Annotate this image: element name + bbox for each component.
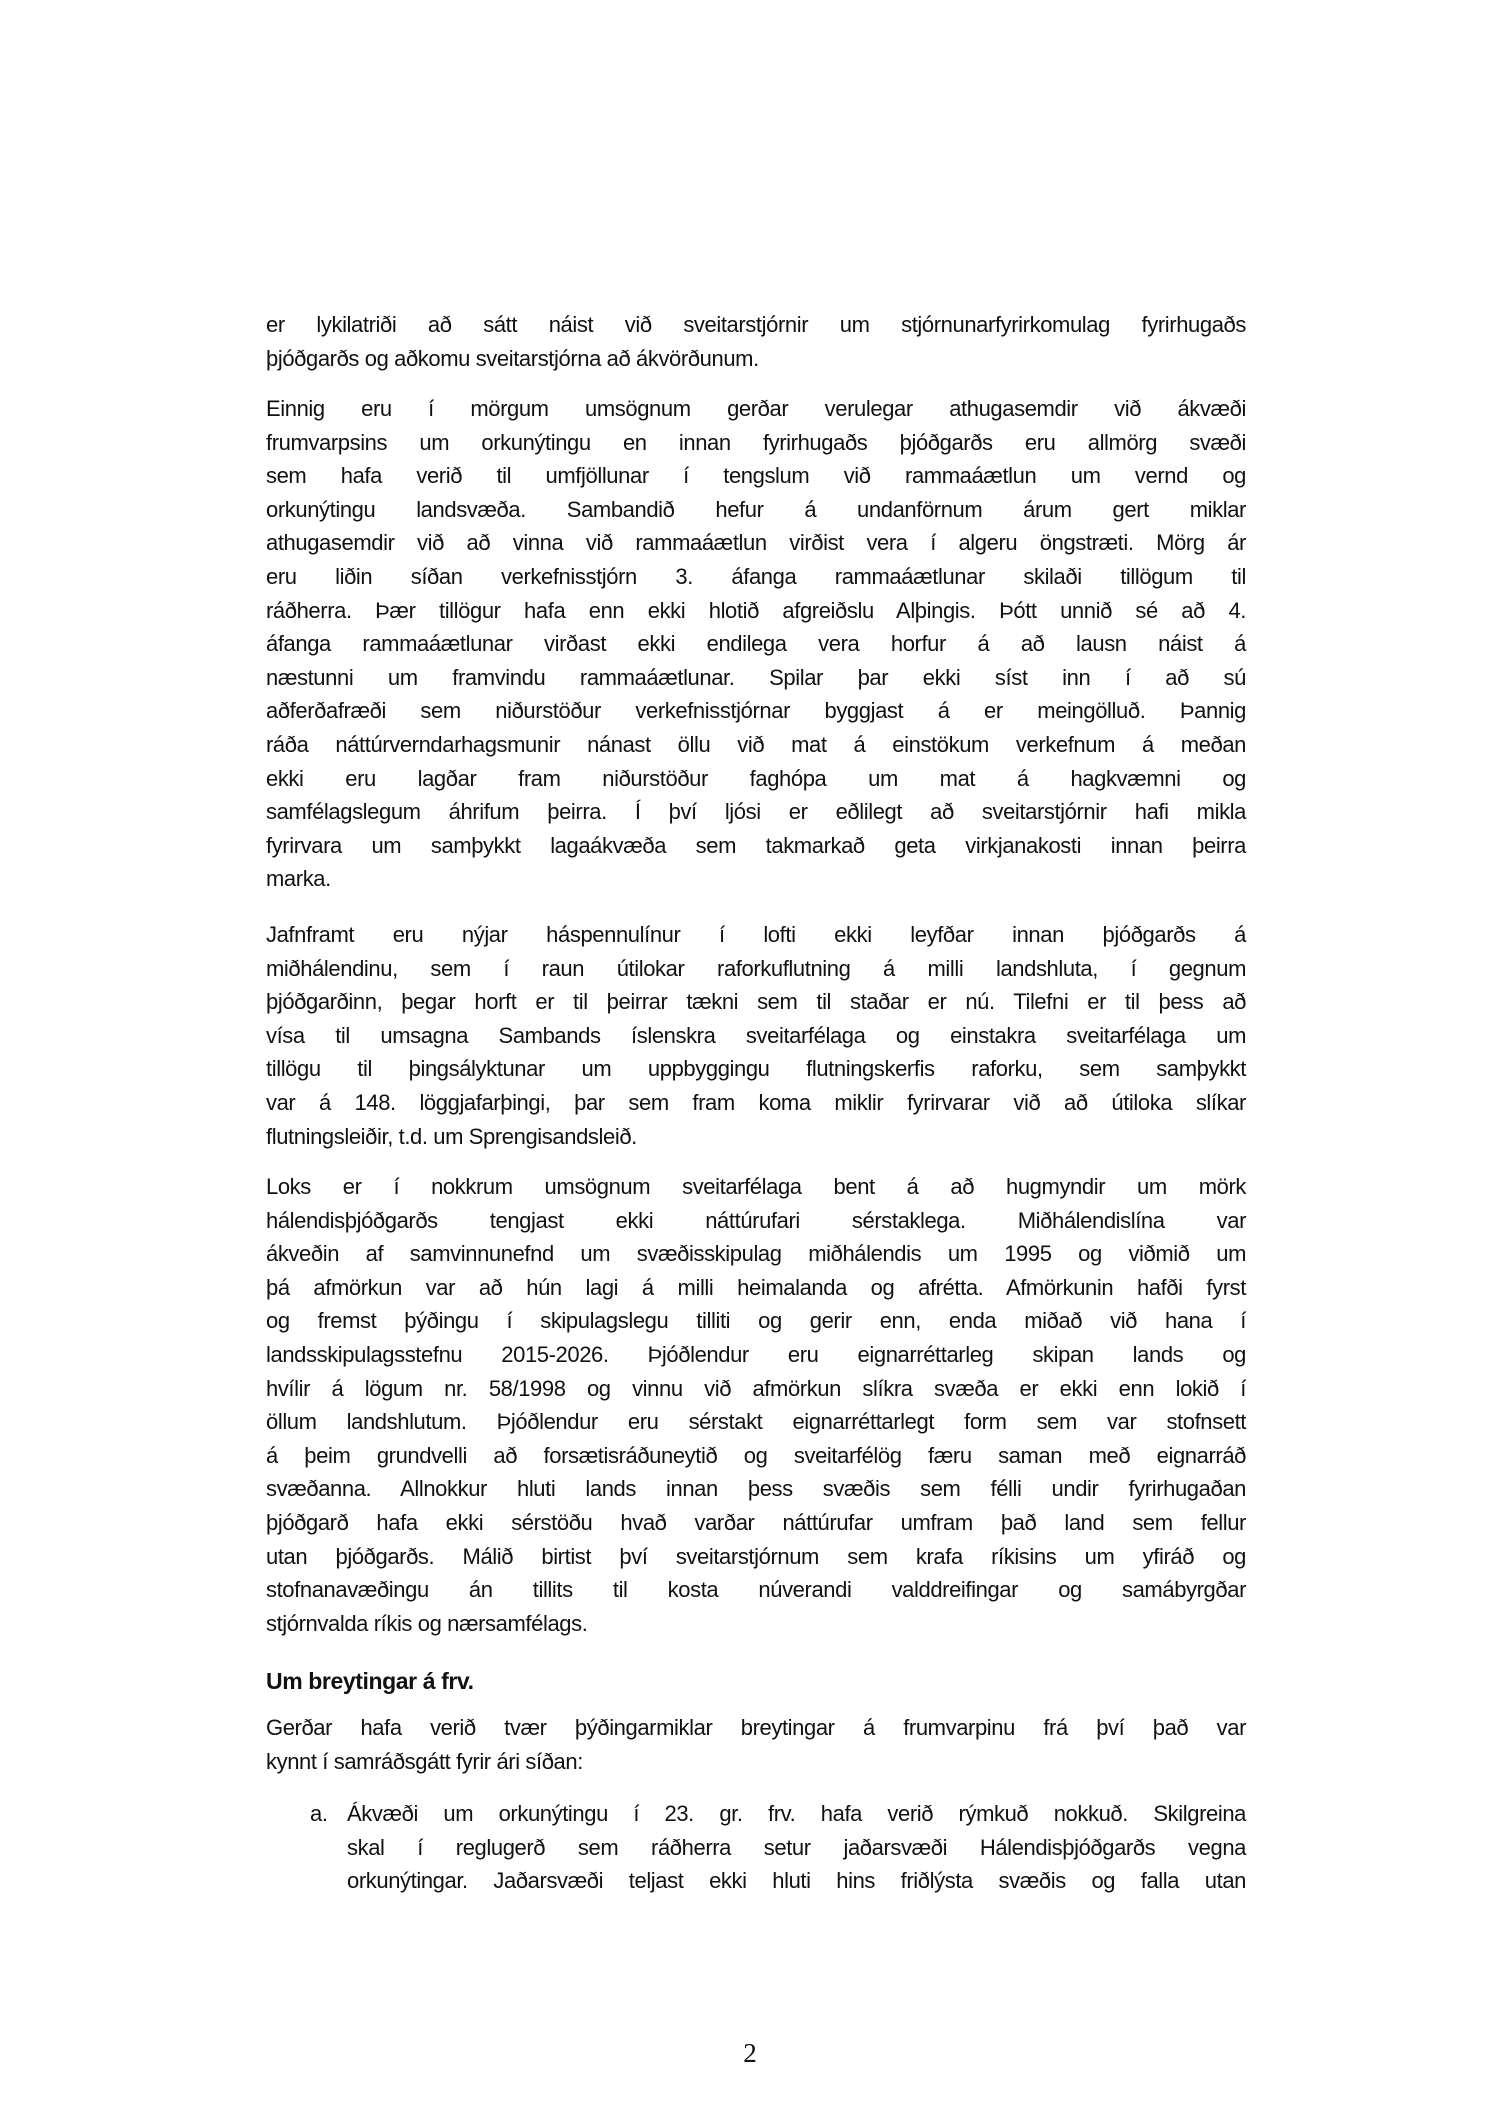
text-line: landsskipulagsstefnu 2015-2026. Þjóðlendur eru eignarréttarleg skipan lands og (266, 1341, 1246, 1367)
text-line: frumvarpsins um orkunýtingu en innan fyrirhugaðs þjóðgarðs eru allmörg svæði (266, 429, 1246, 455)
text-line: Loks er í nokkrum umsögnum sveitarfélaga bent á að hugmyndir um mörk (266, 1174, 1246, 1199)
text-line: þjóðgarðinn, þegar horft er til þeirrar tækni sem til staðar er nú. Tilefni er til þess að (266, 989, 1246, 1015)
text-line: fyrirvara um samþykkt lagaákvæða sem takmarkað geta virkjanakosti innan þeirra (266, 832, 1246, 858)
text-line: eru liðin síðan verkefnisstjórn 3. áfanga rammaáætlunar skilaði tillögum til (266, 563, 1246, 589)
text-line: sem hafa verið til umfjöllunar í tengslum við rammaáætlun um vernd og (266, 463, 1246, 489)
text-line: utan þjóðgarðs. Málið birtist því sveitarstjórnum sem krafa ríkisins um yfiráð og (266, 1543, 1246, 1569)
text-line: á þeim grundvelli að forsætisráðuneytið og sveitarfélög færu saman með eignarráð (266, 1442, 1246, 1468)
text-line: Ákvæði um orkunýtingu í 23. gr. frv. hafa verið rýmkuð nokkuð. Skilgreina (347, 1801, 1246, 1826)
text-line: þjóðgarð hafa ekki sérstöðu hvað varðar náttúrufar umfram það land sem fellur (266, 1509, 1246, 1535)
text-line: Gerðar hafa verið tvær þýðingarmiklar breytingar á frumvarpinu frá því það var (266, 1715, 1246, 1740)
text-line: miðhálendinu, sem í raun útilokar raforkuflutning á milli landshluta, í gegnum (266, 955, 1246, 981)
page-number: 2 (743, 2038, 757, 2068)
text-line: hvílir á lögum nr. 58/1998 og vinnu við afmörkun slíkra svæða er ekki enn lokið í (266, 1375, 1246, 1401)
text-line: vísa til umsagna Sambands íslenskra sveitarfélaga og einstakra sveitarfélaga um (266, 1022, 1246, 1048)
text-line: flutningsleiðir, t.d. um Sprengisandsleið. (266, 1123, 637, 1149)
paragraph-4 (266, 1170, 1246, 1640)
text-line: orkunýtingu landsvæða. Sambandið hefur á undanförnum árum gert miklar (266, 496, 1246, 522)
text-line: er lykilatriði að sátt náist við sveitarstjórnir um stjórnunarfyrirkomulag fyrirhugaðs (266, 312, 1246, 337)
section-heading: Um breytingar á frv. (266, 1668, 474, 1694)
text-line: athugasemdir við að vinna við rammaáætlun virðist vera í algeru öngstræti. Mörg ár (266, 530, 1246, 556)
text-line: svæðanna. Allnokkur hluti lands innan þess svæðis sem félli undir fyrirhugaðan (266, 1476, 1246, 1502)
text-line: og fremst þýðingu í skipulagslegu tilliti og gerir enn, enda miðað við hana í (266, 1308, 1246, 1334)
text-line: þá afmörkun var að hún lagi á milli heimalanda og afrétta. Afmörkunin hafði fyrst (266, 1274, 1246, 1300)
text-line: ráða náttúrverndarhagsmunir nánast öllu við mat á einstökum verkefnum á meðan (266, 731, 1246, 757)
text-line: áfanga rammaáætlunar virðast ekki endilega vera horfur á að lausn náist á (266, 631, 1246, 657)
text-line: hálendisþjóðgarðs tengjast ekki náttúrufari sérstaklega. Miðhálendislína var (266, 1207, 1246, 1233)
text-line: kynnt í samráðsgátt fyrir ári síðan: (266, 1748, 583, 1774)
text-line: var á 148. löggjafarþingi, þar sem fram koma miklir fyrirvarar við að útiloka slíkar (266, 1089, 1246, 1115)
list-marker: a. (310, 1801, 328, 1826)
text-line: Einnig eru í mörgum umsögnum gerðar verulegar athugasemdir við ákvæði (266, 396, 1246, 421)
list-item-a (310, 1797, 1246, 1898)
text-line: næstunni um framvindu rammaáætlunar. Spilar þar ekki síst inn í að sú (266, 664, 1246, 690)
paragraph-1 (266, 308, 1246, 375)
text-line: stjórnvalda ríkis og nærsamfélags. (266, 1610, 588, 1636)
text-line: marka. (266, 866, 331, 892)
text-line: öllum landshlutum. Þjóðlendur eru sérstakt eignarréttarlegt form sem var stofnsett (266, 1409, 1246, 1435)
text-line: stofnanavæðingu án tillits til kosta núverandi valddreifingar og samábyrgðar (266, 1577, 1246, 1603)
paragraph-3 (266, 918, 1246, 1153)
text-line: ráðherra. Þær tillögur hafa enn ekki hlotið afgreiðslu Alþingis. Þótt unnið sé að 4. (266, 597, 1246, 623)
intro-paragraph (266, 1711, 1246, 1778)
text-line: aðferðafræði sem niðurstöður verkefnisstjórnar byggjast á er meingölluð. Þannig (266, 698, 1246, 724)
text-line: samfélagslegum áhrifum þeirra. Í því ljósi er eðlilegt að sveitarstjórnir hafi mikla (266, 799, 1246, 825)
text-line: Jafnframt eru nýjar háspennulínur í lofti ekki leyfðar innan þjóðgarðs á (266, 922, 1246, 947)
text-line: skal í reglugerð sem ráðherra setur jaðarsvæði Hálendisþjóðgarðs vegna (347, 1834, 1246, 1860)
text-line: ákveðin af samvinnunefnd um svæðisskipulag miðhálendis um 1995 og viðmið um (266, 1241, 1246, 1267)
text-line: tillögu til þingsályktunar um uppbyggingu flutningskerfis raforku, sem samþykkt (266, 1056, 1246, 1082)
text-line: orkunýtingar. Jaðarsvæði teljast ekki hluti hins friðlýsta svæðis og falla utan (347, 1868, 1246, 1894)
paragraph-2 (266, 392, 1246, 896)
text-line: þjóðgarðs og aðkomu sveitarstjórna að ákvörðunum. (266, 345, 759, 371)
text-line: ekki eru lagðar fram niðurstöður faghópa um mat á hagkvæmni og (266, 765, 1246, 791)
